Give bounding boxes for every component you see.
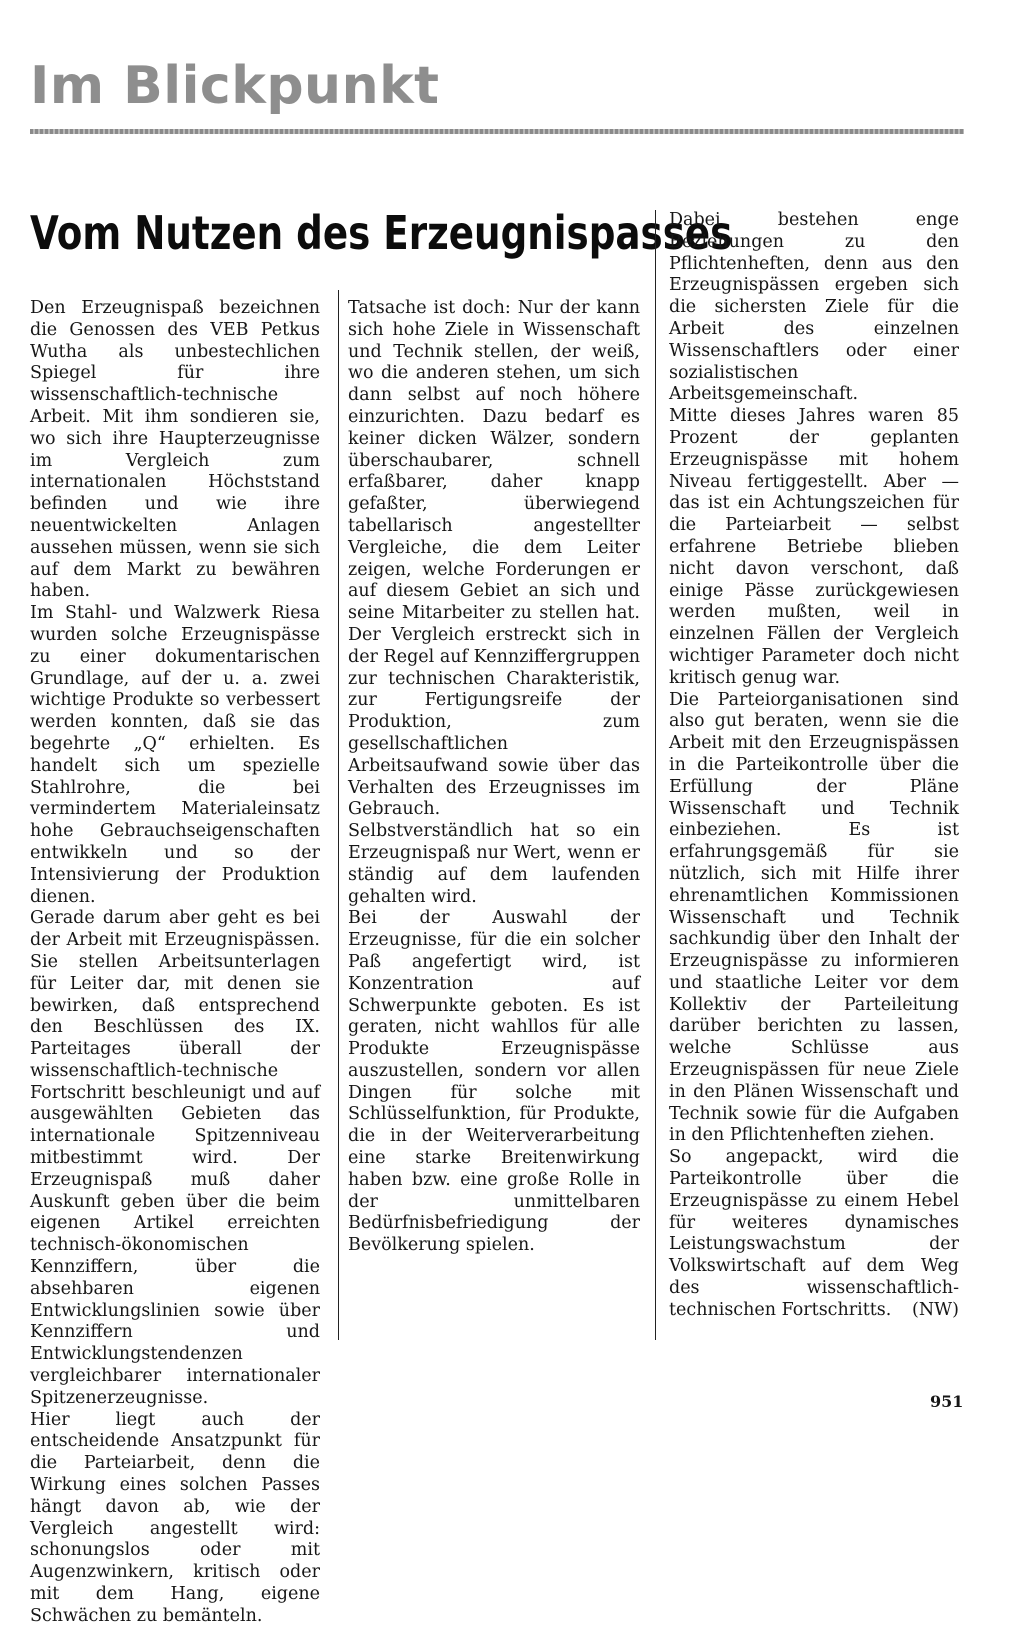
article-paragraph: Bei der Auswahl der Erzeugnisse, für die ein solcher Paß angefertigt wird, ist Konzentration auf Schwerpunkte geboten. Es ist geraten, nicht wahllos für alle Produkte Erzeugnispässe auszustellen, sondern vor allen Dingen für solche mit Schlüsselfunktion, für Produkte, die in der Weiterverarbeitung eine starke Breitenwirkung haben bzw. eine große Rolle in der unmittelbaren Bedürfnisbefriedigung der Bevölkerung spielen. [348,908,640,1256]
article-paragraph: Mitte dieses Jahres waren 85 Prozent der geplanten Erzeugnispässe mit hohem Niveau fertiggestellt. Aber — das ist ein Achtungszeichen für die Parteiarbeit — selbst erfahrene Betriebe blieben nicht davon verschont, daß einige Pässe zurückgewiesen werden mußten, weil in einzelnen Fällen der Vergleich wichtiger Parameter doch nicht kritisch genug war. [669,406,959,688]
article-paragraph: Die Parteiorganisationen sind also gut beraten, wenn sie die Arbeit mit den Erzeugnispässen in die Parteikontrolle über die Erfüllung der Pläne Wissenschaft und Technik einbeziehen. Es ist erfahrungsgemäß für sie nützlich, sich mit Hilfe ihrer ehrenamtlichen Kommissionen Wissenschaft und Technik sachkundig über den Inhalt der Erzeugnispässe zu informieren und staatliche Leiter vor dem Kollektiv der Parteileitung darüber berichten zu lassen, welche Schlüsse aus Erzeugnispässen für neue Ziele in den Plänen Wissenschaft und Technik sowie für die Aufgaben in den Pflichtenheften ziehen. [669,689,959,1146]
article-paragraph: Tatsache ist doch: Nur der kann sich hohe Ziele in Wissenschaft und Technik stellen, der weiß, wo die anderen stehen, um sich dann selbst auf noch höhere einzurichten. Dazu bedarf es keiner dicken Wälzer, sondern überschaubarer, schnell erfaßbarer, daher knapp gefaßter, überwiegend tabellarisch angestellter Vergleiche, die dem Leiter zeigen, welche Forderungen er auf diesem Gebiet an sich und seine Mitarbeiter zu stellen hat. Der Vergleich erstreckt sich in der Regel auf Kennziffergruppen zur technischen Charakteristik, zur Fertigungsreife der Produktion, zum gesellschaftlichen Arbeitsaufwand sowie über das Verhalten des Erzeugnisses im Gebrauch. [348,298,640,820]
column-divider-right [655,210,656,1340]
section-label: Im Blickpunkt [30,56,440,116]
article-paragraph-text: So angepackt, wird die Parteikontrolle über die Erzeugnispässe zu einem Hebel für weiteres dynamisches Leistungswachstum der Volkswirtschaft auf dem Weg des wissenschaftlich-technischen Fortschritts. [669,1147,959,1320]
column-divider-left [338,290,339,1340]
article-column-1 [30,298,320,1626]
article-paragraph: Hier liegt auch der entscheidende Ansatzpunkt für die Parteiarbeit, denn die Wirkung eines solchen Passes hängt davon ab, wie der Vergleich angestellt wird: schonungslos oder mit Augenzwinkern, kritisch oder mit dem Hang, eigene Schwächen zu bemänteln. [30,1409,320,1626]
section-divider [30,129,964,134]
article-paragraph-last [669,1147,959,1321]
article-paragraph: Den Erzeugnispaß bezeichnen die Genossen des VEB Petkus Wutha als unbestechlichen Spiegel für ihre wissenschaftlich-technische Arbeit. Mit ihm sondieren sie, wo sich ihre Haupterzeugnisse im Vergleich zum internationalen Höchststand befinden und wie ihre neuentwickelten Anlagen aussehen müssen, wenn sie sich auf dem Markt zu bewähren haben. [30,298,320,602]
article-paragraph: Dabei bestehen enge Beziehungen zu den Pflichtenheften, denn aus den Erzeugnispässen ergeben sich die sichersten Ziele für die Arbeit des einzelnen Wissenschaftlers oder einer sozialistischen Arbeitsgemeinschaft. [669,210,959,405]
page-number: 951 [930,1392,964,1411]
article-paragraph: Gerade darum aber geht es bei der Arbeit mit Erzeugnispässen. Sie stellen Arbeitsunterlagen für Leiter dar, mit denen sie bewirken, daß entsprechend den Beschlüssen des IX. Parteitages überall der wissenschaftlich-technische Fortschritt beschleunigt und auf ausgewählten Gebieten das internationale Spitzenniveau mitbestimmt wird. Der Erzeugnispaß muß daher Auskunft geben über die beim eigenen Artikel erreichten technisch-ökonomischen Kennziffern, über die absehbaren eigenen Entwicklungslinien sowie über Kennziffern und Entwicklungstendenzen vergleichbarer internationaler Spitzenerzeugnisse. [30,908,320,1408]
article-column-2 [348,298,640,1344]
article-column-3 [669,210,959,1344]
article-paragraph: Selbstverständlich hat so ein Erzeugnispaß nur Wert, wenn er ständig auf dem laufenden gehalten wird. [348,821,640,907]
author-signature: (NW) [912,1299,959,1320]
article-headline: Vom Nutzen des Erzeugnispasses [30,206,733,260]
article-paragraph: Im Stahl- und Walzwerk Riesa wurden solche Erzeugnispässe zu einer dokumentarischen Grundlage, auf der u. a. zwei wichtige Produkte so verbessert werden konnten, daß sie das begehrte „Q“ erhielten. Es handelt sich um spezielle Stahlrohre, die bei vermindertem Materialeinsatz hohe Gebrauchseigenschaften entwikkeln und so der Intensivierung der Produktion dienen. [30,603,320,907]
